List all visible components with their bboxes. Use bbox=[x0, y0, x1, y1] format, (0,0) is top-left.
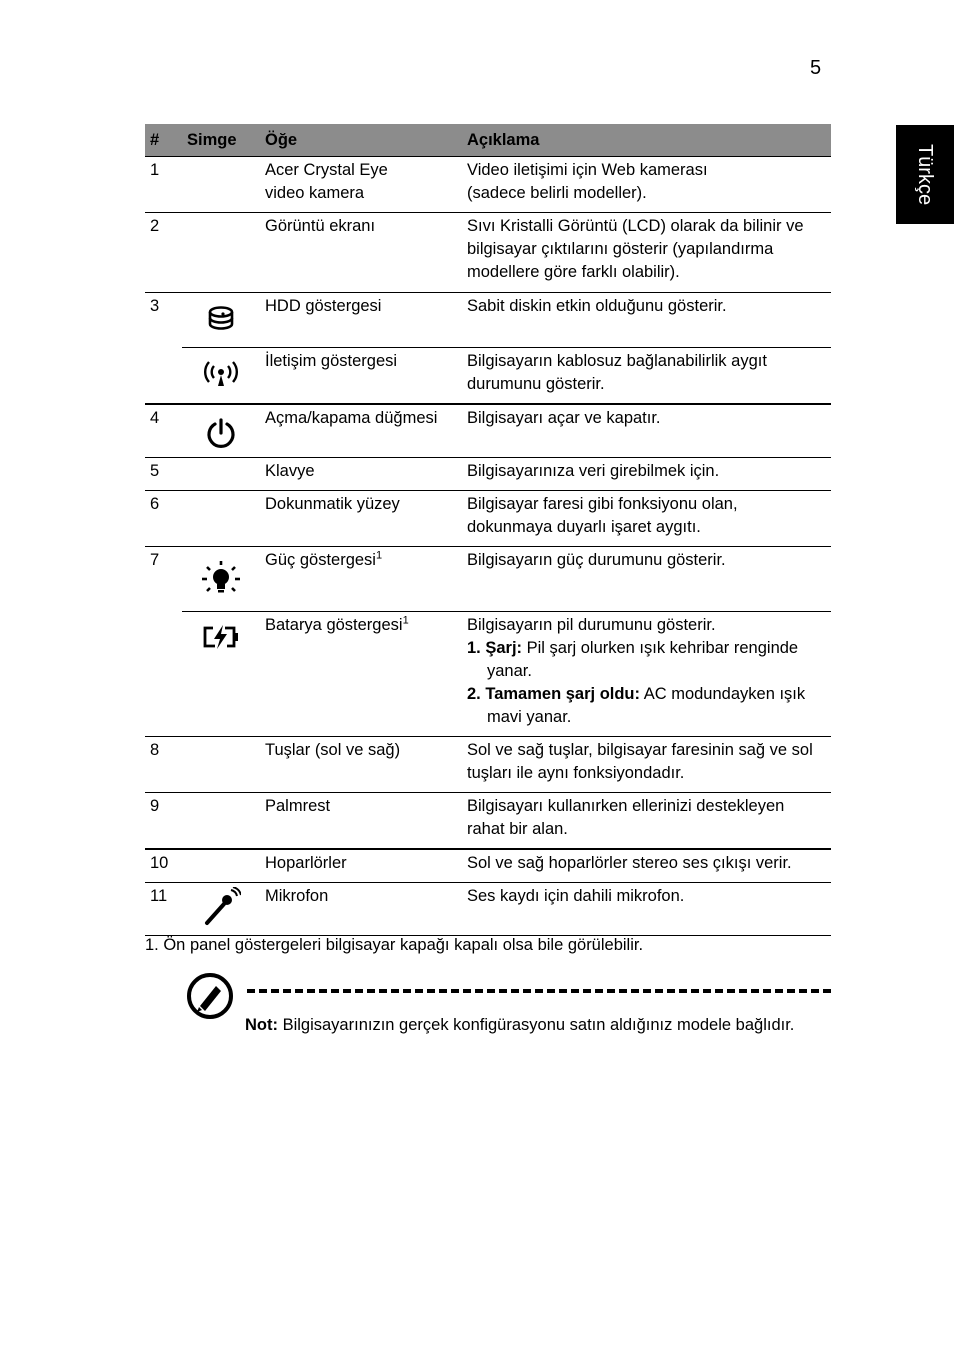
table-row bbox=[145, 404, 831, 457]
note-body: Bilgisayarınızın gerçek konfigürasyonu satın aldığınız modele bağlıdır. bbox=[282, 1016, 795, 1034]
header-icon: Simge bbox=[182, 124, 260, 157]
table-row bbox=[145, 293, 831, 348]
row-item: Palmrest bbox=[260, 792, 462, 849]
row-desc: Bilgisayarı açar ve kapatır. bbox=[462, 404, 831, 457]
row-num: 8 bbox=[145, 736, 182, 792]
header-item: Öğe bbox=[260, 124, 462, 157]
row-desc: Video iletişimi için Web kamerası (sadece belirli modeller). bbox=[462, 157, 831, 213]
row-desc: Sıvı Kristalli Görüntü (LCD) olarak da bilinir ve bilgisayar çıktılarını gösterir (yapılandırma modellere göre farklı olabilir). bbox=[462, 213, 831, 293]
row-desc: Bilgisayarınıza veri girebilmek için. bbox=[462, 457, 831, 490]
hdd-icon bbox=[206, 305, 236, 335]
language-tab-label: Türkçe bbox=[914, 143, 937, 206]
row-desc: Bilgisayarı kullanırken ellerinizi destekleyen rahat bir alan. bbox=[462, 792, 831, 849]
table-row bbox=[145, 457, 831, 490]
row-desc: Ses kaydı için dahili mikrofon. bbox=[462, 882, 831, 935]
row-icon-cell bbox=[182, 293, 260, 348]
row-item: Acer Crystal Eye video kamera bbox=[260, 157, 462, 213]
row-num: 10 bbox=[145, 849, 182, 883]
row-item: Görüntü ekranı bbox=[260, 213, 462, 293]
row-icon-cell bbox=[182, 736, 260, 792]
battery-icon bbox=[201, 624, 241, 650]
page-number: 5 bbox=[810, 57, 822, 79]
table-row bbox=[145, 736, 831, 792]
table-row bbox=[145, 157, 831, 213]
wireless-icon bbox=[201, 360, 241, 388]
power-light-icon bbox=[199, 559, 243, 601]
power-icon bbox=[204, 417, 238, 451]
row-num: 4 bbox=[145, 404, 182, 457]
row-num: 6 bbox=[145, 490, 182, 546]
row-num: 2 bbox=[145, 213, 182, 293]
list-text: AC modundayken ışık mavi yanar. bbox=[487, 684, 806, 726]
language-tab bbox=[896, 125, 954, 224]
row-num: 11 bbox=[145, 882, 182, 935]
list-marker: 2. bbox=[467, 684, 481, 703]
row-icon-cell bbox=[182, 490, 260, 546]
row-desc: Sol ve sağ hoparlörler stereo ses çıkışı verir. bbox=[462, 849, 831, 883]
list-marker: 1. bbox=[467, 638, 481, 657]
row-item bbox=[260, 546, 462, 611]
row-icon-cell bbox=[182, 213, 260, 293]
table-row bbox=[145, 882, 831, 935]
status-list bbox=[467, 637, 826, 729]
table-row bbox=[145, 792, 831, 849]
list-bold: Şarj: bbox=[485, 638, 523, 657]
footnote: 1. Ön panel göstergeleri bilgisayar kapağı kapalı olsa bile görülebilir. bbox=[145, 936, 644, 954]
note-label: Not: bbox=[245, 1016, 278, 1034]
row-icon-cell bbox=[182, 457, 260, 490]
table-header-row bbox=[145, 124, 831, 157]
table-row bbox=[145, 213, 831, 293]
table-row bbox=[145, 611, 831, 736]
row-item: HDD göstergesi bbox=[260, 293, 462, 348]
header-num: # bbox=[145, 124, 182, 157]
row-icon-cell bbox=[182, 157, 260, 213]
row-item: İletişim göstergesi bbox=[260, 348, 462, 405]
row-item: Dokunmatik yüzey bbox=[260, 490, 462, 546]
list-text: Pil şarj olurken ışık kehribar renginde yanar. bbox=[487, 638, 799, 680]
row-desc-text: Bilgisayarın pil durumunu gösterir. bbox=[467, 615, 716, 634]
row-item-text: Güç göstergesi bbox=[265, 550, 376, 569]
row-num bbox=[145, 611, 182, 736]
row-item-text: Batarya göstergesi bbox=[265, 615, 403, 634]
row-num bbox=[145, 348, 182, 405]
row-item: Hoparlörler bbox=[260, 849, 462, 883]
row-icon-cell bbox=[182, 849, 260, 883]
row-desc: Bilgisayarın kablosuz bağlanabilirlik aygıt durumunu gösterir. bbox=[462, 348, 831, 405]
row-desc: Sol ve sağ tuşlar, bilgisayar faresinin sağ ve sol tuşları ile aynı fonksiyondadır. bbox=[462, 736, 831, 792]
row-icon-cell bbox=[182, 404, 260, 457]
row-item: Mikrofon bbox=[260, 882, 462, 935]
microphone-icon bbox=[201, 887, 241, 927]
header-desc: Açıklama bbox=[462, 124, 831, 157]
row-icon-cell bbox=[182, 348, 260, 405]
row-num: 1 bbox=[145, 157, 182, 213]
row-icon-cell bbox=[182, 611, 260, 736]
note-icon bbox=[186, 972, 234, 1025]
list-item bbox=[467, 637, 826, 683]
row-num: 3 bbox=[150, 297, 160, 315]
row-icon-cell bbox=[182, 792, 260, 849]
note-divider bbox=[247, 989, 831, 993]
row-desc: Bilgisayar faresi gibi fonksiyonu olan, dokunmaya duyarlı işaret aygıtı. bbox=[462, 490, 831, 546]
row-num: 7 bbox=[150, 550, 160, 569]
row-num: 9 bbox=[145, 792, 182, 849]
row-desc bbox=[462, 611, 831, 736]
note-text bbox=[245, 1014, 815, 1037]
row-item: Klavye bbox=[260, 457, 462, 490]
footnote-ref: 1 bbox=[402, 614, 409, 626]
row-num: 5 bbox=[145, 457, 182, 490]
row-desc: Bilgisayarın güç durumunu gösterir. bbox=[462, 546, 831, 611]
row-item bbox=[260, 611, 462, 736]
row-icon-cell bbox=[182, 546, 260, 611]
table-row bbox=[145, 348, 831, 405]
table-row bbox=[145, 490, 831, 546]
list-bold: Tamamen şarj oldu: bbox=[485, 684, 641, 703]
row-desc: Sabit diskin etkin olduğunu gösterir. bbox=[462, 293, 831, 348]
row-item: Tuşlar (sol ve sağ) bbox=[260, 736, 462, 792]
row-item: Açma/kapama düğmesi bbox=[260, 404, 462, 457]
list-item bbox=[467, 683, 826, 729]
components-table bbox=[145, 124, 831, 936]
table-row bbox=[145, 849, 831, 883]
table-row bbox=[145, 546, 831, 611]
footnote-ref: 1 bbox=[375, 549, 383, 561]
row-icon-cell bbox=[182, 882, 260, 935]
